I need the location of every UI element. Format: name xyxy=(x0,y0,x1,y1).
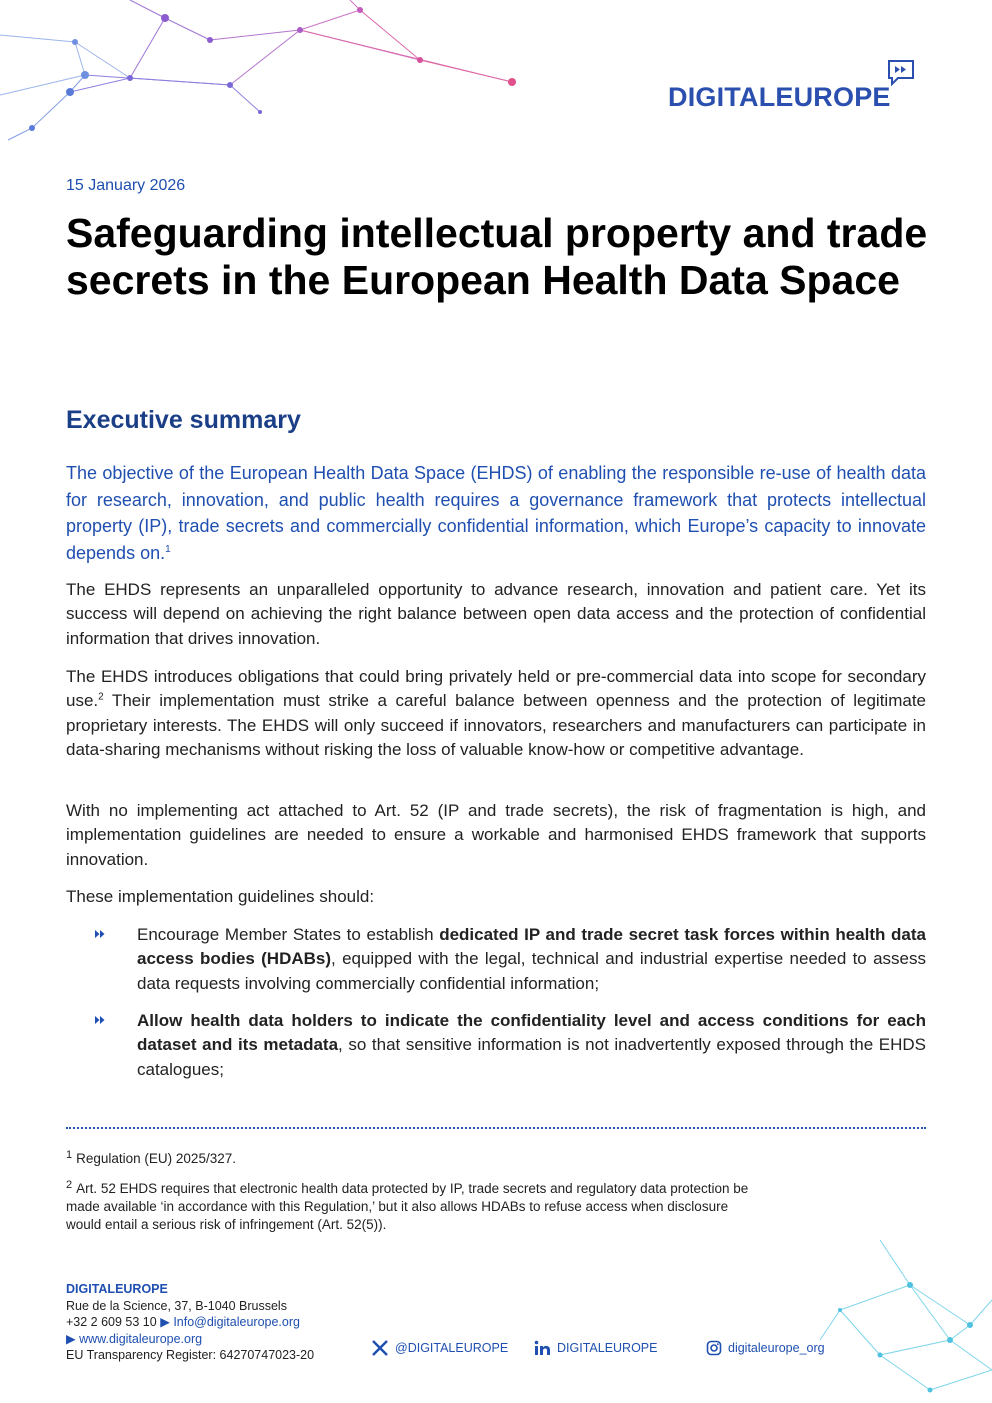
footer-org-name: DIGITALEUROPE xyxy=(66,1282,168,1296)
footnote-text: Regulation (EU) 2025/327. xyxy=(76,1151,236,1166)
paragraph-obligations xyxy=(66,665,926,763)
footnote-separator xyxy=(66,1127,926,1129)
list-item xyxy=(66,1009,926,1082)
bullet-text-plain: , so that sensitive information is not inadvertently exposed through the EHDS catalogues; xyxy=(137,1035,926,1079)
bullet-text xyxy=(137,923,926,996)
footer-phone: +32 2 609 53 10 xyxy=(66,1315,157,1330)
bullet-text-bold: dedicated IP and trade secret task forces within health data access bodies (HDABs) xyxy=(137,925,926,969)
bullet-text-bold: Allow health data holders to indicate the confidentiality level and access conditions for each dataset and its metadata xyxy=(137,1011,926,1055)
social-instagram-handle: digitaleurope_org xyxy=(728,1341,825,1355)
double-arrow-bullet-icon xyxy=(93,927,107,941)
social-x-handle: @DIGITALEUROPE xyxy=(395,1341,509,1355)
footer-web-line xyxy=(66,1331,314,1348)
linkedin-icon xyxy=(534,1340,551,1356)
paragraph-text: The EHDS introduces obligations that could bring privately held or pre-commercial data into scope for secondary use. xyxy=(66,667,926,711)
section-heading: Executive summary xyxy=(66,406,301,434)
footnote-text: Art. 52 EHDS requires that electronic health data protected by IP, trade secrets and regulatory data protection be made available ‘in accordance with this Regulation,’ but it also allows HDABs to refuse access when disclosure would entail a serious risk of infringement (Art. 52(5)). xyxy=(66,1181,749,1232)
play-arrow-icon: ▶ xyxy=(66,1331,76,1346)
network-graphic-top xyxy=(0,0,540,150)
logo-chat-arrows-icon xyxy=(886,58,916,88)
instagram-icon xyxy=(706,1340,722,1356)
social-linkedin-link[interactable] xyxy=(534,1340,657,1356)
footer-website-link[interactable]: www.digitaleurope.org xyxy=(79,1331,203,1346)
footer-contact-line xyxy=(66,1314,314,1331)
footnote-number: 2 xyxy=(66,1178,73,1191)
double-arrow-bullet-icon xyxy=(93,1013,107,1027)
list-item xyxy=(66,923,926,996)
footnote-ref[interactable]: 2 xyxy=(98,691,104,703)
social-instagram-link[interactable] xyxy=(706,1340,825,1356)
network-graphic-bottom xyxy=(820,1230,992,1403)
lead-paragraph xyxy=(66,460,926,566)
play-arrow-icon: ▶ xyxy=(160,1315,170,1330)
logo-wordmark: DIGITALEUROPE xyxy=(668,82,891,112)
social-linkedin-handle: DIGITALEUROPE xyxy=(557,1341,658,1355)
footer-address-block xyxy=(66,1281,314,1364)
social-x-link[interactable] xyxy=(371,1340,508,1356)
lead-text: The objective of the European Health Data Space (EHDS) of enabling the responsible re-use of health data for research, innovation, and public health requires a governance framework that protects intellectual property (IP), trade secrets and commercially confidential information, which Europe’s capacity to innovate depends on. xyxy=(66,463,926,563)
footnote-1 xyxy=(66,1150,766,1168)
footer-email-link[interactable]: Info@digitaleurope.org xyxy=(173,1315,300,1330)
bullet-text-plain: , equipped with the legal, technical and industrial expertise needed to assess data requests involving commercially confidential information; xyxy=(137,949,926,993)
footnote-number: 1 xyxy=(66,1148,73,1161)
paragraph-fragmentation: With no implementing act attached to Art. 52 (IP and trade secrets), the risk of fragmentation is high, and implementation guidelines are needed to ensure a workable and harmonised EHDS framework that supports innovation. xyxy=(66,801,926,869)
footer-street: Rue de la Science, 37, B-1040 Brussels xyxy=(66,1298,287,1313)
footnote-ref[interactable]: 1 xyxy=(165,543,171,555)
footer-transparency: EU Transparency Register: 64270747023-20 xyxy=(66,1348,315,1363)
x-logo-icon xyxy=(371,1340,389,1356)
bullet-text xyxy=(137,1009,926,1082)
paragraph-guidelines-intro: These implementation guidelines should: xyxy=(66,887,375,906)
digitaleurope-logo xyxy=(668,58,918,112)
document-date: 15 January 2026 xyxy=(66,177,186,194)
footnote-2 xyxy=(66,1180,766,1234)
paragraph-text: Their implementation must strike a careful balance between openness and the protection of legitimate proprietary interests. The EHDS will only succeed if innovators, researchers and manufacturers can participate in data-sharing mechanisms without risking the loss of valuable know-how or competitive advantage. xyxy=(66,691,926,760)
paragraph-opportunity: The EHDS represents an unparalleled opportunity to advance research, innovation and patient care. Yet its success will depend on achieving the right balance between open data access and the protection of confidential information that drives innovation. xyxy=(66,580,926,648)
bullet-text-plain: Encourage Member States to establish xyxy=(137,925,440,944)
document-title: Safeguarding intellectual property and trade secrets in the European Health Data Space xyxy=(66,210,928,303)
